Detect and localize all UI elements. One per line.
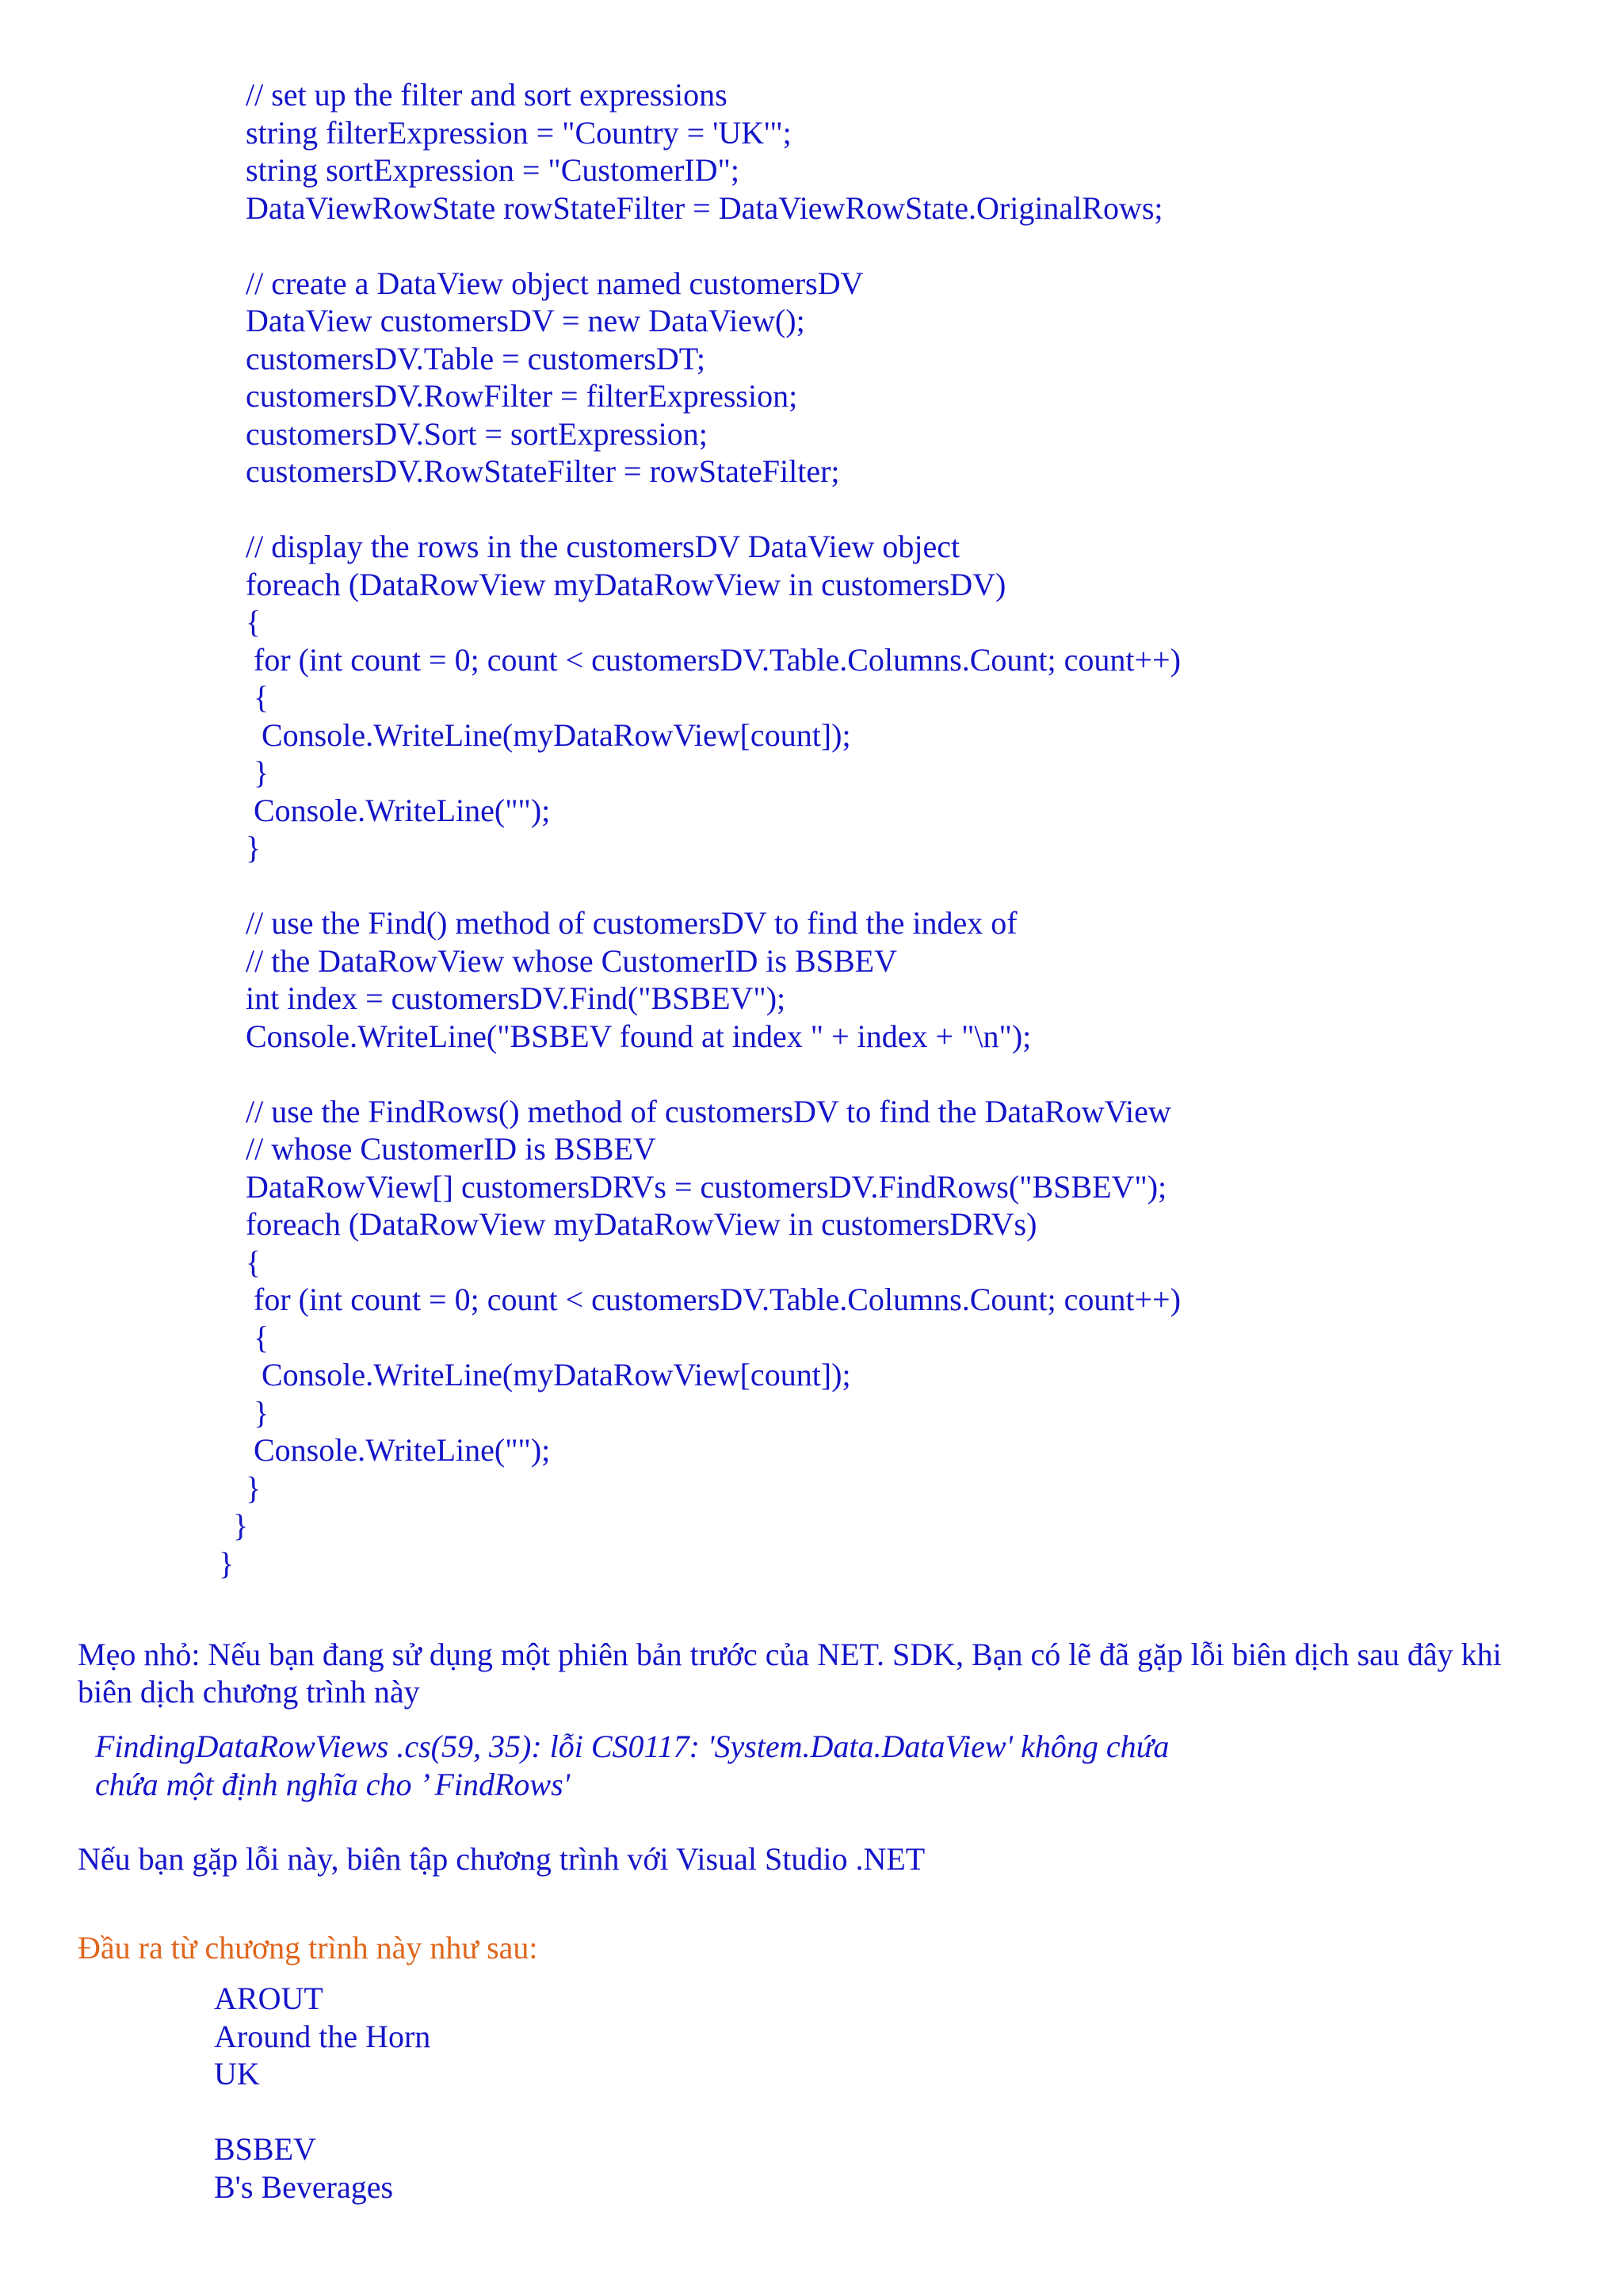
compile-error-line: chứa một định nghĩa cho ’ FindRows'	[95, 1767, 571, 1802]
code-line: }	[219, 1545, 235, 1581]
output-heading: Đầu ra từ chương trình này như sau:	[78, 1930, 538, 1966]
code-line: customersDV.RowStateFilter = rowStateFilter;	[246, 453, 840, 489]
code-line: DataRowView[] customersDRVs = customersDV.FindRows("BSBEV");	[246, 1168, 1167, 1205]
output-line: AROUT	[214, 1981, 323, 2016]
code-line: // use the Find() method of customersDV to find the index of	[246, 905, 1018, 941]
code-line: customersDV.RowFilter = filterExpression;	[246, 378, 798, 414]
code-line: customersDV.Table = customersDT;	[246, 340, 706, 376]
code-line	[246, 491, 1181, 529]
code-line: // use the FindRows() method of customersDV to find the DataRowView	[246, 1093, 1171, 1129]
program-output	[214, 1980, 430, 2206]
advice-paragraph: Nếu bạn gặp lỗi này, biên tập chương trình với Visual Studio .NET	[78, 1841, 926, 1877]
code-line: {	[246, 679, 269, 715]
code-line: Console.WriteLine("BSBEV found at index " + index + "\n");	[246, 1018, 1032, 1054]
code-line: Console.WriteLine("");	[246, 1432, 551, 1468]
code-line: customersDV.Sort = sortExpression;	[246, 415, 708, 452]
code-line: Console.WriteLine(myDataRowView[count]);	[246, 1357, 851, 1392]
code-line: for (int count = 0; count < customersDV.Table.Columns.Count; count++)	[246, 641, 1181, 678]
code-line: int index = customersDV.Find("BSBEV");	[246, 980, 786, 1016]
code-line	[246, 867, 1181, 905]
output-line: Around the Horn	[214, 2018, 431, 2054]
code-line: DataView customersDV = new DataView();	[246, 303, 805, 338]
code-line: }	[233, 1507, 249, 1543]
output-line	[214, 2093, 430, 2131]
code-line	[246, 1055, 1181, 1093]
code-line: {	[246, 1319, 269, 1355]
code-line: // display the rows in the customersDV DataView object	[246, 529, 960, 564]
code-line: foreach (DataRowView myDataRowView in customersDV)	[246, 566, 1006, 602]
code-line: for (int count = 0; count < customersDV.Table.Columns.Count; count++)	[246, 1282, 1181, 1317]
code-line: // set up the filter and sort expressions	[246, 77, 727, 113]
code-line: }	[246, 830, 262, 865]
code-line: }	[246, 1469, 262, 1506]
code-line: }	[246, 755, 269, 790]
code-line: // create a DataView object named customersDV	[246, 265, 864, 301]
code-line: DataViewRowState rowStateFilter = DataViewRowState.OriginalRows;	[246, 189, 1163, 226]
code-line: }	[246, 1394, 269, 1431]
code-line: foreach (DataRowView myDataRowView in customersDRVs)	[246, 1206, 1037, 1242]
output-line: UK	[214, 2056, 260, 2092]
code-line	[246, 227, 1181, 265]
compile-error-line: FindingDataRowViews .cs(59, 35): lỗi CS0117: 'System.Data.DataView' không chứa	[95, 1729, 1170, 1764]
code-line: // whose CustomerID is BSBEV	[246, 1131, 656, 1167]
code-line: {	[246, 1244, 262, 1280]
code-line: Console.WriteLine(myDataRowView[count]);	[246, 716, 851, 753]
code-line: string sortExpression = "CustomerID";	[246, 152, 739, 188]
tip-paragraph: Mẹo nhỏ: Nếu bạn đang sử dụng một phiên bản trước của NET. SDK, Bạn có lẽ đã gặp lỗi biên dịch sau đây khi biên dịch chương trình này	[78, 1637, 1502, 1710]
output-line: B's Beverages	[214, 2168, 394, 2205]
code-line: // the DataRowView whose CustomerID is BSBEV	[246, 942, 897, 979]
compile-error-message	[95, 1728, 1169, 1804]
code-listing	[219, 76, 1181, 1582]
code-line: Console.WriteLine("");	[246, 792, 551, 828]
output-line: BSBEV	[214, 2131, 316, 2167]
code-line: string filterExpression = "Country = 'UK'";	[246, 114, 792, 151]
code-line: {	[246, 604, 262, 640]
